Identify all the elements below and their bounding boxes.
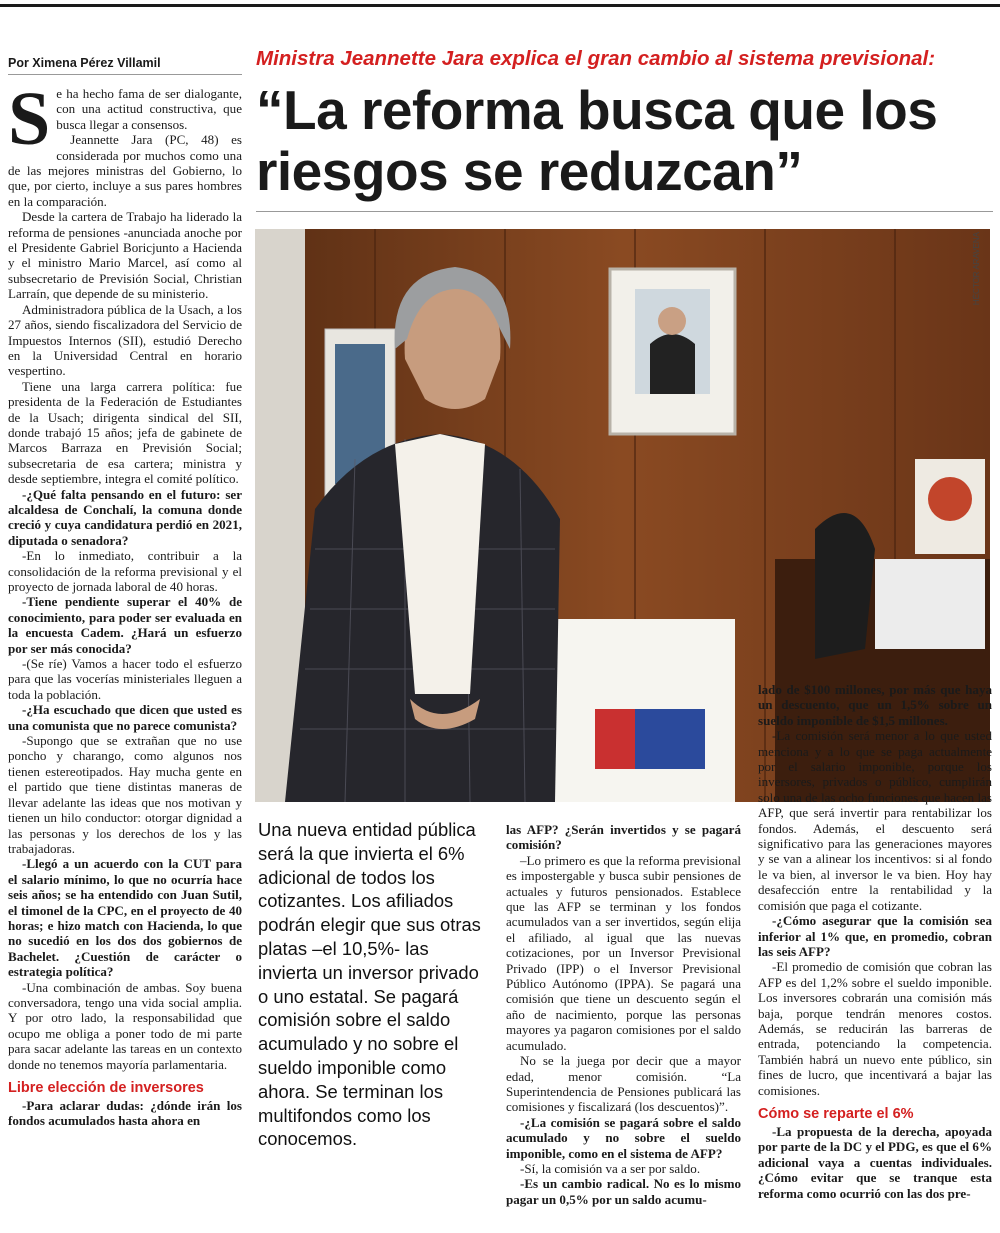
byline-rule xyxy=(8,74,242,75)
paragraph: Administradora pública de la Usach, a los 27 años, siendo fiscalizadora del Servicio de Impuestos Internos (SII), estudió Derecho en la Universidad Central en horario vespertino. xyxy=(8,301,242,379)
paragraph: Desde la cartera de Trabajo ha liderado la reforma de pensiones -anunciada anoche por el Presidente Gabriel Boricjunto a Hacienda y el ministro Mario Marcel, así como al subsecretario de Previsión Social, Christian Larraín, que depende de su ministerio. xyxy=(8,209,242,302)
answer: -Supongo que se extrañan que no use poncho y charango, como algunos nos tienen estereotipados. Hay mucha gente en el partido que tiene distintas maneras de llevar adelante las ideas que nos motivan y tienen un hilo conductor: otorgar dignidad a las personas y los derechos de los y las trabajadoras. xyxy=(8,733,242,856)
headline-rule xyxy=(256,211,993,212)
answer: –Lo primero es que la reforma previsional es impostergable y busca subir pensiones de actuales y futuros pensionados. Establece que las AFP se terminan y los fondos acumulados van a ser invertidos, según elija el afiliado, al igual que las nuevas cotizaciones, por un Inversor Previsional Privado (IPP) o el Inversor Previsional Público Autónomo (IPPA). Se pagará una comisión que tiene un descuento según el año de nacimiento, porque las personas mayores ya pagaron comisiones por el saldo acumulado. xyxy=(506,852,741,1053)
question: -Es un cambio radical. No es lo mismo pagar un 0,5% por un saldo acumu- xyxy=(506,1176,741,1207)
question: -Para aclarar dudas: ¿dónde irán los fondos acumulados hasta ahora en xyxy=(8,1098,242,1129)
question: -Llegó a un acuerdo con la CUT para el salario mínimo, lo que no ocurría hace seis años; se ha entendido con Juan Sutil, el timonel de la CPC, en el proyecto de 40 horas; e hizo match con Hacienda, lo que no sucedió en los dos dos gobiernos de Bachelet. ¿Cuestión de carácter o estrategia política? xyxy=(8,856,242,980)
answer: -En lo inmediato, contribuir a la consolidación de la reforma previsional y el proyecto de jornada laboral de 40 horas. xyxy=(8,548,242,594)
answer: -La comisión será menor a lo que usted menciona y a lo que se paga actualmente por el salario imponible, porque los inversores, privados o público, cumplirán solo una de las ocho funciones que hacen las AFP, que será invertir para rentabilizar los fondos. Además, el descuento será significativo para las generaciones mayores y se van a alinear los incentivos: si al fondo le va bien, al inversor le va bien. Hoy hay desafección entre la rentabilidad y la comisión que paga el cotizante. xyxy=(758,728,992,913)
question: lado de $100 millones, por más que haya un descuento, que un 1,5% sobre un sueldo imponible de $1,5 millones. xyxy=(758,682,992,728)
paragraph: Tiene una larga carrera política: fue presidenta de la Federación de Estudiantes de la Usach; dirigenta sindical del SII, donde trabajó 15 años; jefa de gabinete de Marcos Barraza en Previsión Social; subsecretaria de esa cartera; ministra y desde septiembre, integra el comité político. xyxy=(8,378,242,487)
subheading: Libre elección de inversores xyxy=(8,1080,204,1096)
question: -Tiene pendiente superar el 40% de conocimiento, para poder ser evaluada en la encuesta Cadem. ¿Hará un esfuerzo por ser más conocida? xyxy=(8,594,242,656)
answer: -El promedio de comisión que cobran las AFP es del 1,2% sobre el sueldo imponible. Los inversores cobrarán una comisión más baja, porque tendrán menores costos. Además, se reducirán las barreras de entrada, potenciando la competencia. También habrá un nuevo ente público, sin fines de lucro, que incentivará a bajar las comisiones. xyxy=(758,959,992,1098)
question: -¿Cómo asegurar que la comisión sea inferior al 1% que, en promedio, cobran las seis AFP? xyxy=(758,913,992,959)
top-rule xyxy=(0,4,1000,7)
article-column-3 xyxy=(506,822,741,1207)
question: -¿La comisión se pagará sobre el saldo acumulado y no sobre el sueldo imponible, como en el sistema de AFP? xyxy=(506,1114,741,1161)
answer: -(Se ríe) Vamos a hacer todo el esfuerzo para que las vocerías ministeriales lleguen a toda la población. xyxy=(8,656,242,702)
summary-text: Una nueva entidad pública será la que invierta el 6% adicional de todos los cotizantes. Los afiliados podrán elegir que sus otras platas –el 10,5%- las invierta un inversor privado o uno estatal. Se pagará comisión sobre el saldo acumulado y no sobre el sueldo imponible como ahora. Se terminan los multifondos como los conocemos. xyxy=(258,819,481,1150)
question: -¿Ha escuchado que dicen que usted es una comunista que no parece comunista? xyxy=(8,702,242,733)
byline: Por Ximena Pérez Villamil xyxy=(8,56,161,70)
subheading: Cómo se reparte el 6% xyxy=(758,1105,914,1122)
kicker: Ministra Jeannette Jara explica el gran cambio al sistema previsional: xyxy=(256,47,936,70)
photo-credit: HÉCTOR ARAVENA xyxy=(972,232,981,306)
paragraph: Jeannette Jara (PC, 48) es considerada por muchos como una de las mejores ministras del Gobierno, lo que, por cierto, incluye a sus pares hombres en la comparación. xyxy=(8,132,242,209)
question: las AFP? ¿Serán invertidos y se pagará comisión? xyxy=(506,822,741,853)
paragraph: e ha hecho fama de ser dialogante, con una actitud constructiva, que busca llegar a consensos. xyxy=(56,86,242,132)
paragraph: No se la juega por decir que a mayor edad, menor comisión. “La Superintendencia de Pensiones publicará las comisiones y fiscalizará (los descuentos)”. xyxy=(506,1053,741,1115)
drop-cap: S xyxy=(8,77,51,161)
question: -¿Qué falta pensando en el futuro: ser alcaldesa de Conchalí, la comuna donde creció y cuya candidatura perdió en 2021, diputada o senadora? xyxy=(8,486,242,548)
article-column-4 xyxy=(758,682,992,1201)
answer: -Una combinación de ambas. Soy buena conversadora, tengo una vida social amplia. Y por otro lado, la responsabilidad que ocupo me obliga a poner todo de mi parte para sacar adelante las tareas en un contexto donde no tenemos mayoría parlamentaria. xyxy=(8,979,242,1072)
article-column-1 xyxy=(8,77,242,1129)
headline: “La reforma busca que los riesgos se reduzcan” xyxy=(256,79,938,202)
question: -La propuesta de la derecha, apoyada por parte de la DC y el PDG, es que el 6% adicional vaya a cuentas individuales. ¿Cómo evitar que se tranque esta reforma como ocurrió con las dos pre- xyxy=(758,1123,992,1201)
answer: -Sí, la comisión va a ser por saldo. xyxy=(520,1160,701,1176)
